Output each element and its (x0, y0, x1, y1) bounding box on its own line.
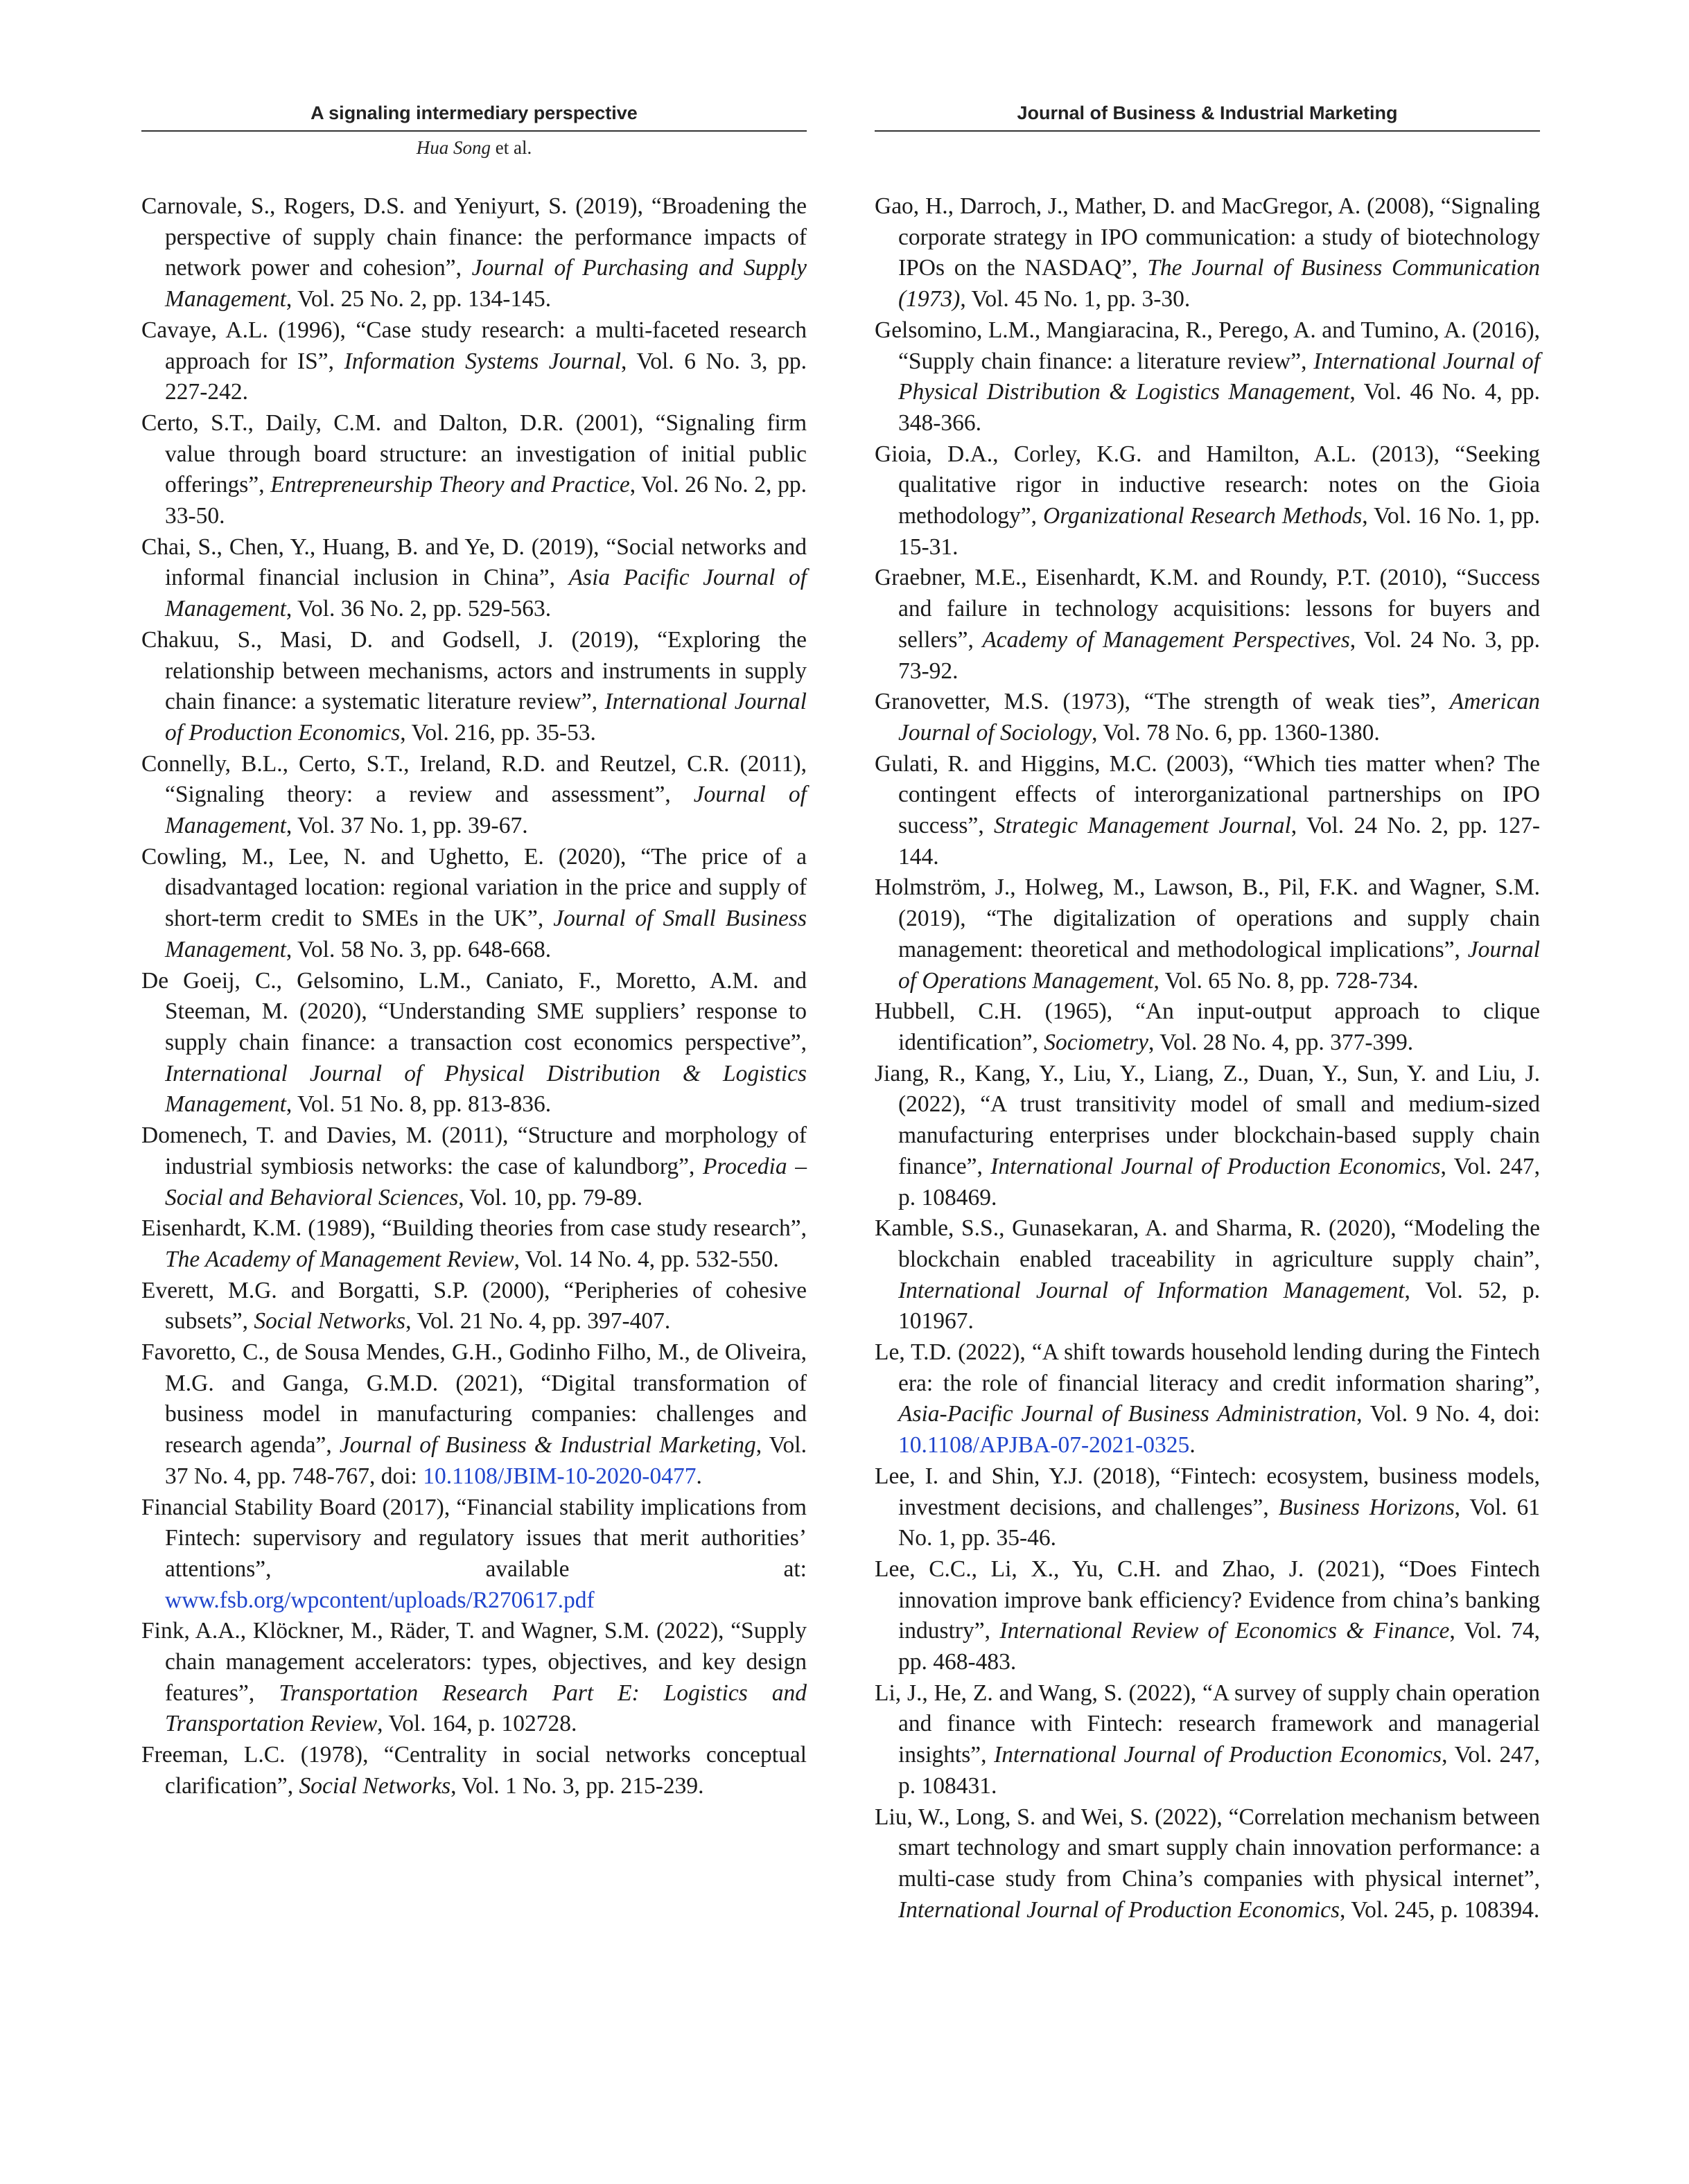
reference-details: , Vol. 24 No. 3, pp. 73-92. (898, 626, 1540, 684)
reference-details: , Vol. 26 No. 2, pp. 33-50. (165, 472, 807, 529)
reference-details: , Vol. 6 No. 3, pp. 227-242. (165, 348, 807, 405)
reference-details: , Vol. 52, p. 101967. (898, 1277, 1540, 1335)
reference-text: Granovetter, M.S. (1973), “The strength of weak ties”, (875, 689, 1450, 715)
reference-text: Domenech, T. and Davies, M. (2011), “Structure and morphology of industrial symbiosis networks: the case of kalundborg”, (141, 1122, 807, 1179)
reference-entry (141, 1337, 807, 1492)
reference-text: Everett, M.G. and Borgatti, S.P. (2000), “Peripheries of cohesive subsets”, (141, 1277, 807, 1335)
reference-details: , Vol. 58 No. 3, pp. 648-668. (286, 936, 552, 962)
journal-title: Asia Pacific Journal of Management (165, 565, 807, 622)
reference-details: , Vol. 24 No. 2, pp. 127-144. (898, 813, 1540, 870)
journal-title: International Journal of Physical Distribution & Logistics Management (898, 348, 1540, 405)
reference-text: Chakuu, S., Masi, D. and Godsell, J. (2019), “Exploring the relationship between mechanisms, actors and instruments in supply chain finance: a systematic literature review”, (141, 626, 807, 715)
reference-text: Gelsomino, L.M., Mangiaracina, R., Perego, A. and Tumino, A. (2016), “Supply chain finance: a literature review”, (875, 317, 1540, 374)
reference-entry (875, 872, 1540, 996)
reference-text: Carnovale, S., Rogers, D.S. and Yeniyurt, S. (2019), “Broadening the perspective of supply chain finance: the performance impacts of network power and cohesion”, (141, 193, 807, 281)
reference-details: , Vol. 45 No. 1, pp. 3-30. (960, 286, 1191, 312)
journal-title: Journal of Small Business Management (165, 906, 807, 962)
reference-text: Le, T.D. (2022), “A shift towards household lending during the Fintech era: the role of financial literacy and credit information sharing”, (875, 1339, 1540, 1396)
reference-entry (875, 687, 1540, 748)
reference-details: , Vol. 10, pp. 79-89. (458, 1184, 643, 1210)
header-rule-left (141, 130, 807, 132)
reference-details: , Vol. 61 No. 1, pp. 35-46. (898, 1494, 1541, 1551)
journal-title: International Journal of Information Management (898, 1277, 1405, 1303)
reference-text: Jiang, R., Kang, Y., Liu, Y., Liang, Z., Duan, Y., Sun, Y. and Liu, J. (2022), “A trust transitivity model of small and medium-sized manufacturing enterprises under blockchain-based supply chain finance”, (875, 1060, 1540, 1179)
journal-title: Social Networks (299, 1772, 451, 1799)
reference-text: Connelly, B.L., Certo, S.T., Ireland, R.D. and Reutzel, C.R. (2011), “Signaling theory: a review and assessment”, (141, 750, 807, 808)
reference-text: Chai, S., Chen, Y., Huang, B. and Ye, D. (2019), “Social networks and informal financial inclusion in China”, (141, 534, 807, 591)
doi-link[interactable]: 10.1108/JBIM-10-2020-0477 (423, 1463, 697, 1489)
reference-entry (875, 1461, 1540, 1554)
reference-entry (875, 749, 1540, 873)
reference-text: De Goeij, C., Gelsomino, L.M., Caniato, F., Moretto, A.M. and Steeman, M. (2020), “Understanding SME suppliers’ response to supply chain finance: a transaction cost economics perspective”, (141, 967, 807, 1055)
reference-entry (875, 563, 1540, 687)
reference-details: , Vol. 51 No. 8, pp. 813-836. (286, 1091, 552, 1118)
reference-end: . (696, 1463, 702, 1489)
journal-title: Strategic Management Journal (994, 813, 1291, 839)
reference-entry (141, 842, 807, 966)
reference-details: , Vol. 245, p. 108394. (1340, 1896, 1540, 1923)
reference-text: Favoretto, C., de Sousa Mendes, G.H., Godinho Filho, M., de Oliveira, M.G. and Ganga, G.M.D. (2021), “Digital transformation of business model in manufacturing companies: challenges and research agenda”, (141, 1339, 807, 1459)
reference-entry (875, 1337, 1540, 1461)
author-name: Hua Song (416, 137, 491, 158)
reference-entry (875, 191, 1540, 315)
reference-text: Hubbell, C.H. (1965), “An input-output approach to clique identification”, (875, 998, 1540, 1055)
reference-details: , Vol. 21 No. 4, pp. 397-407. (405, 1308, 671, 1335)
reference-details: , Vol. 216, pp. 35-53. (400, 719, 596, 746)
doi-link[interactable]: www.fsb.org/wpcontent/uploads/R270617.pdf (165, 1587, 595, 1613)
journal-title: International Journal of Production Economics (990, 1153, 1441, 1179)
doi-link[interactable]: 10.1108/APJBA-07-2021-0325 (898, 1432, 1190, 1459)
reference-text: Gao, H., Darroch, J., Mather, D. and MacGregor, A. (2008), “Signaling corporate strategy in IPO communication: a study of biotechnology IPOs on the NASDAQ”, (875, 193, 1540, 281)
reference-entry (875, 1554, 1540, 1678)
reference-text: Cavaye, A.L. (1996), “Case study research: a multi-faceted research approach for IS”, (141, 317, 807, 374)
reference-entry (875, 1059, 1540, 1214)
journal-title: The Journal of Business Communication (1973) (898, 255, 1541, 312)
reference-details: , Vol. 37 No. 4, pp. 748-767, doi: (165, 1432, 807, 1489)
journal-title: Asia-Pacific Journal of Business Administration (898, 1401, 1357, 1427)
author-suffix: et al. (491, 137, 532, 158)
reference-entry (141, 1276, 807, 1337)
reference-details: , Vol. 78 No. 6, pp. 1360-1380. (1092, 719, 1380, 746)
journal-title: International Journal of Production Economics (898, 1896, 1340, 1923)
reference-details: , Vol. 36 No. 2, pp. 529-563. (286, 596, 552, 622)
reference-details: , Vol. 37 No. 1, pp. 39-67. (286, 813, 528, 839)
journal-title: International Journal of Production Economics (165, 689, 807, 746)
reference-text: Li, J., He, Z. and Wang, S. (2022), “A survey of supply chain operation and finance with Fintech: research framework and managerial insights”, (875, 1680, 1540, 1768)
reference-text: Liu, W., Long, S. and Wei, S. (2022), “Correlation mechanism between smart technology and smart supply chain innovation performance: a multi-case study from China’s companies with physical internet”, (875, 1804, 1540, 1892)
reference-text: Holmström, J., Holweg, M., Lawson, B., Pil, F.K. and Wagner, S.M. (2019), “The digitalization of operations and supply chain management: theoretical and methodological implications”, (875, 874, 1540, 962)
references-column-left (141, 191, 807, 1802)
reference-entry (875, 1213, 1540, 1337)
reference-details: , Vol. 46 No. 4, pp. 348-366. (898, 379, 1540, 436)
journal-title: Transportation Research Part E: Logistics and Transportation Review (165, 1680, 807, 1737)
reference-entry (141, 966, 807, 1121)
reference-text: Financial Stability Board (2017), “Financial stability implications from Fintech: supervisory and regulatory issues that merit authorities’ attentions”, available at: (141, 1494, 807, 1582)
journal-title: International Journal of Production Economics (994, 1742, 1442, 1768)
reference-details: , Vol. 65 No. 8, pp. 728-734. (1153, 967, 1419, 994)
reference-text: Fink, A.A., Klöckner, M., Räder, T. and Wagner, S.M. (2022), “Supply chain management accelerators: types, objectives, and key design features”, (141, 1618, 807, 1706)
reference-details: , Vol. 247, p. 108469. (898, 1153, 1540, 1210)
reference-entry (141, 1616, 807, 1740)
running-head-authors (141, 137, 807, 159)
reference-details: , Vol. 74, pp. 468-483. (898, 1618, 1541, 1675)
reference-text: Eisenhardt, K.M. (1989), “Building theories from case study research”, (141, 1215, 807, 1242)
reference-entry (875, 315, 1540, 439)
journal-title: Journal of Business & Industrial Marketing (339, 1432, 756, 1459)
reference-entry (141, 315, 807, 408)
journal-title: Academy of Management Perspectives (982, 626, 1350, 653)
journal-title: Journal of Purchasing and Supply Management (165, 255, 807, 312)
reference-entry (875, 1678, 1540, 1802)
journal-title: American Journal of Sociology (898, 689, 1540, 746)
reference-text: Freeman, L.C. (1978), “Centrality in social networks conceptual clarification”, (141, 1742, 807, 1799)
reference-details: , Vol. 14 No. 4, pp. 532-550. (514, 1246, 779, 1272)
journal-title: Business Horizons (1278, 1494, 1455, 1520)
journal-title: Information Systems Journal (344, 348, 622, 374)
reference-text: Lee, I. and Shin, Y.J. (2018), “Fintech: ecosystem, business models, investment decisions, and challenges”, (875, 1463, 1540, 1520)
reference-text: Certo, S.T., Daily, C.M. and Dalton, D.R. (2001), “Signaling firm value through board structure: an investigation of initial public offerings”, (141, 410, 807, 498)
reference-entry (141, 408, 807, 532)
reference-details: , Vol. 9 No. 4, doi: (1356, 1401, 1540, 1427)
reference-details: , Vol. 28 No. 4, pp. 377-399. (1148, 1029, 1414, 1055)
journal-title: The Academy of Management Review (165, 1246, 514, 1272)
reference-details: , Vol. 247, p. 108431. (898, 1742, 1540, 1799)
journal-title: Procedia – Social and Behavioral Sciences (165, 1153, 807, 1210)
reference-entry (141, 1492, 807, 1617)
reference-text: Graebner, M.E., Eisenhardt, K.M. and Roundy, P.T. (2010), “Success and failure in technology acquisitions: lessons for buyers and sellers”, (875, 565, 1540, 653)
reference-details: , Vol. 25 No. 2, pp. 134-145. (286, 286, 552, 312)
reference-details: , Vol. 16 No. 1, pp. 15-31. (898, 503, 1540, 560)
journal-title: International Journal of Physical Distribution & Logistics Management (165, 1060, 807, 1118)
journal-title: Social Networks (254, 1308, 406, 1335)
reference-text: Cowling, M., Lee, N. and Ughetto, E. (2020), “The price of a disadvantaged location: regional variation in the price and supply of short-term credit to SMEs in the UK”, (141, 843, 807, 932)
reference-details: , Vol. 1 No. 3, pp. 215-239. (450, 1772, 704, 1799)
reference-end: . (1189, 1432, 1196, 1459)
reference-entry (141, 625, 807, 749)
reference-entry (141, 191, 807, 315)
journal-title: International Review of Economics & Finance (999, 1618, 1450, 1644)
reference-details: , Vol. 164, p. 102728. (377, 1711, 577, 1737)
header-rule-right (875, 130, 1540, 132)
reference-entry (141, 532, 807, 625)
reference-text: Gulati, R. and Higgins, M.C. (2003), “Which ties matter when? The contingent effects of interorganizational partnerships on IPO success”, (875, 750, 1540, 839)
reference-entry (875, 1802, 1540, 1926)
reference-entry (141, 749, 807, 842)
reference-text: Gioia, D.A., Corley, K.G. and Hamilton, A.L. (2013), “Seeking qualitative rigor in inductive research: notes on the Gioia methodology”, (875, 441, 1540, 529)
journal-title: Entrepreneurship Theory and Practice (270, 472, 630, 498)
journal-title: Journal of Operations Management (898, 936, 1540, 994)
reference-entry (141, 1120, 807, 1213)
journal-title: Sociometry (1044, 1029, 1148, 1055)
running-head-title: A signaling intermediary perspective (310, 103, 638, 123)
reference-entry (875, 996, 1540, 1058)
reference-text: Lee, C.C., Li, X., Yu, C.H. and Zhao, J. (2021), “Does Fintech innovation improve bank efficiency? Evidence from china’s banking industry”, (875, 1556, 1540, 1644)
journal-title: Journal of Management (165, 782, 807, 839)
journal-name: Journal of Business & Industrial Marketing (1017, 103, 1398, 123)
reference-entry (875, 439, 1540, 563)
reference-entry (141, 1213, 807, 1275)
journal-title: Organizational Research Methods (1043, 503, 1363, 529)
reference-entry (141, 1740, 807, 1802)
reference-text: Kamble, S.S., Gunasekaran, A. and Sharma, R. (2020), “Modeling the blockchain enabled traceability in agriculture supply chain”, (875, 1215, 1540, 1272)
references-column-right (875, 191, 1540, 1926)
